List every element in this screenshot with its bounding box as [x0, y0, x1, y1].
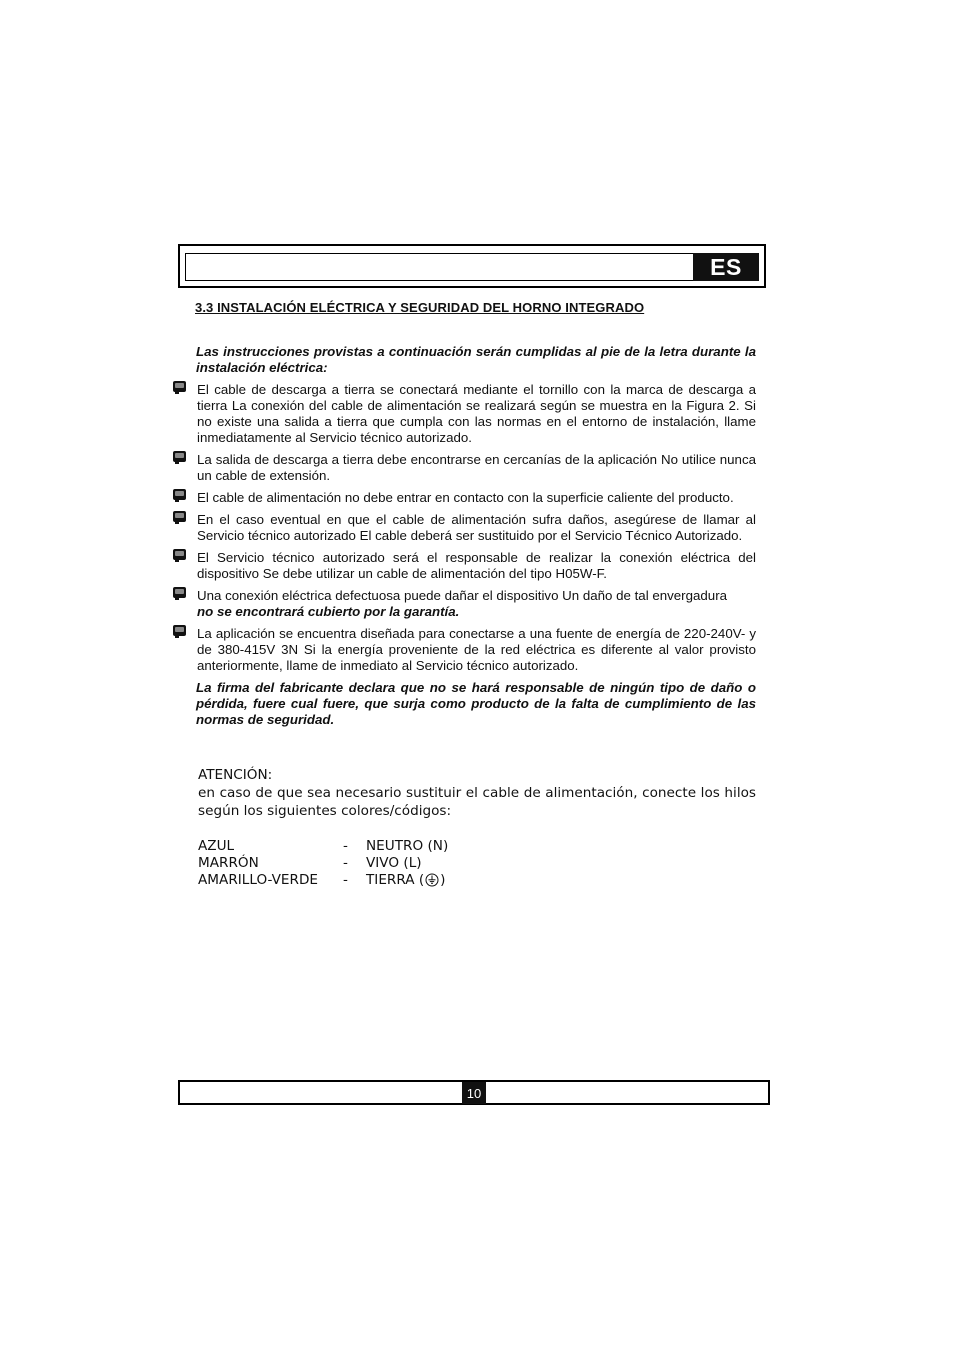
list-item [196, 626, 756, 674]
table-row [198, 855, 448, 872]
disclaimer-text: La firma del fabricante declara que no se hará responsable de ningún tipo de daño o pérdida, fuere cual fuere, que surja como producto de la falta de cumplimiento de las normas de seguridad. [196, 680, 756, 727]
list-item-text: El Servicio técnico autorizado será el responsable de realizar la conexión eléctrica del dispositivo Se debe utilizar un cable de alimentación del tipo H05W-F. [197, 550, 756, 581]
list-item-text: En el caso eventual en que el cable de alimentación sufra daños, asegúrese de llamar al Servicio técnico autorizado El cable deberá ser sustituido por el Servicio Técnico Autorizado. [197, 512, 756, 543]
list-item-text: El cable de alimentación no debe entrar en contacto con la superficie caliente del producto. [197, 490, 734, 505]
bullet-icon [172, 379, 188, 395]
list-item-text: La aplicación se encuentra diseñada para conectarse a una fuente de energía de 220-240V- y de 380-415V 3N Si la energía proveniente de la red eléctrica es diferente al valor provisto anteriormente, llame de inmediato al Servicio técnico autorizado. [197, 626, 756, 673]
bullet-icon [172, 623, 188, 639]
earth-ground-icon [425, 873, 439, 892]
wire-color: AMARILLO-VERDE [198, 872, 319, 888]
wire-code [366, 872, 445, 892]
list-item [196, 588, 756, 620]
table-row [198, 872, 448, 892]
wire-dash: - [343, 872, 348, 888]
list-item-text: El cable de descarga a tierra se conectará mediante el tornillo con la marca de descarga a tierra La conexión del cable de alimentación se realizará según se muestra en la Figura 2. Si no existe una salida a tierra que cumpla con las normas en el entorno de instalación, llame inmediatamente al Servicio técnico autorizado. [197, 382, 756, 445]
wire-dash: - [343, 855, 348, 871]
bullet-icon [172, 585, 188, 601]
language-badge: ES [693, 253, 759, 281]
page-number: 10 [462, 1082, 486, 1104]
section-title: 3.3 INSTALACIÓN ELÉCTRICA Y SEGURIDAD DEL HORNO INTEGRADO [195, 300, 645, 315]
list-item [196, 550, 756, 582]
list-item [196, 452, 756, 484]
attention-block [198, 766, 756, 820]
attention-body: en caso de que sea necesario sustituir el cable de alimentación, conecte los hilos según los siguientes colores/códigos: [198, 785, 756, 819]
bullet-icon [172, 509, 188, 525]
wire-color: MARRÓN [198, 855, 259, 871]
bullet-icon [172, 487, 188, 503]
bullet-icon [172, 547, 188, 563]
attention-heading: ATENCIÓN: [198, 767, 273, 783]
list-item-text: Una conexión eléctrica defectuosa puede dañar el dispositivo Un daño de tal envergadura [197, 588, 728, 603]
wire-code-prefix: TIERRA ( [366, 872, 425, 888]
wire-dash: - [343, 838, 348, 854]
wire-code: NEUTRO (N) [366, 838, 449, 854]
intro-text: Las instrucciones provistas a continuación serán cumplidas al pie de la letra durante la instalación eléctrica: [196, 344, 756, 375]
list-item [196, 490, 756, 506]
list-item [196, 512, 756, 544]
warranty-note: no se encontrará cubierto por la garantía. [197, 604, 460, 619]
safety-list [196, 382, 756, 674]
wire-color: AZUL [198, 838, 235, 854]
main-content [196, 344, 756, 728]
wire-code: VIVO (L) [366, 855, 422, 871]
header-title-box [185, 253, 695, 281]
wire-color-table [198, 838, 448, 892]
bullet-icon [172, 449, 188, 465]
list-item [196, 382, 756, 446]
wire-code-suffix: ) [440, 872, 446, 888]
header-frame [178, 244, 766, 288]
table-row [198, 838, 448, 855]
list-item-text: La salida de descarga a tierra debe encontrarse en cercanías de la aplicación No utilice nunca un cable de extensión. [197, 452, 756, 483]
